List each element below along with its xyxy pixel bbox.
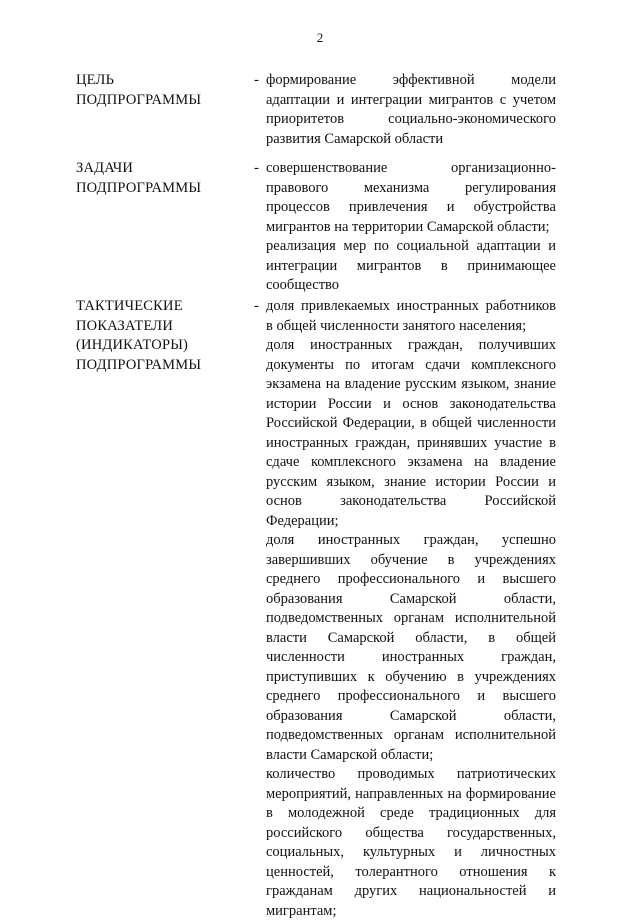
paragraph: доля иностранных граждан, получивших документы по итогам сдачи комплексного экзамена на владение русским языком, знание истории России и основ законодательства Российской Федерации, в общей численности иностранных граждан, принявших участие в сдаче комплексного экзамена на владение русским языком, знание истории России и основ законодательства Российской Федерации;	[266, 337, 556, 529]
paragraph: формирование эффективной модели адаптации и интеграции мигрантов с учетом приоритетов социально-экономического развития Самарской области	[266, 72, 556, 147]
section-label-indicators: ТАКТИЧЕСКИЕ ПОКАЗАТЕЛИ (ИНДИКАТОРЫ) ПОДПРОГРАММЫ	[76, 298, 202, 373]
section-label-tasks: ЗАДАЧИ ПОДПРОГРАММЫ	[76, 160, 202, 196]
section-content-indicators	[266, 297, 556, 921]
page-number: 2	[316, 30, 324, 45]
paragraph: количество проводимых патриотических мероприятий, направленных на формирование в молодежной среде традиционных для российского общества государственных, социальных, культурных и личностных ценностей, толерантного отношения к гражданам других национальностей и мигрантам;	[266, 766, 556, 919]
section-label-goal: ЦЕЛЬ ПОДПРОГРАММЫ	[76, 72, 202, 108]
section-content-goal	[266, 71, 556, 149]
section-content-tasks	[266, 159, 556, 296]
list-dash: -	[254, 160, 259, 176]
paragraph: доля иностранных граждан, успешно завершивших обучение в учреждениях среднего профессионального и высшего образования Самарской области, подведомственных органам исполнительной власти Самарской области, в общей численности иностранных граждан, приступивших к обучению в учреждениях среднего профессионального и высшего образования Самарской области, подведомственных органам исполнительной власти Самарской области;	[266, 532, 556, 763]
list-dash: -	[254, 298, 259, 314]
list-dash: -	[254, 72, 259, 88]
paragraph: реализация мер по социальной адаптации и интеграции мигрантов в принимающее сообщество	[266, 238, 556, 293]
paragraph: совершенствование организационно-правового механизма регулирования процессов привлечения и обустройства мигрантов на территории Самарской области;	[266, 160, 556, 235]
paragraph: доля привлекаемых иностранных работников в общей численности занятого населения;	[266, 298, 556, 334]
